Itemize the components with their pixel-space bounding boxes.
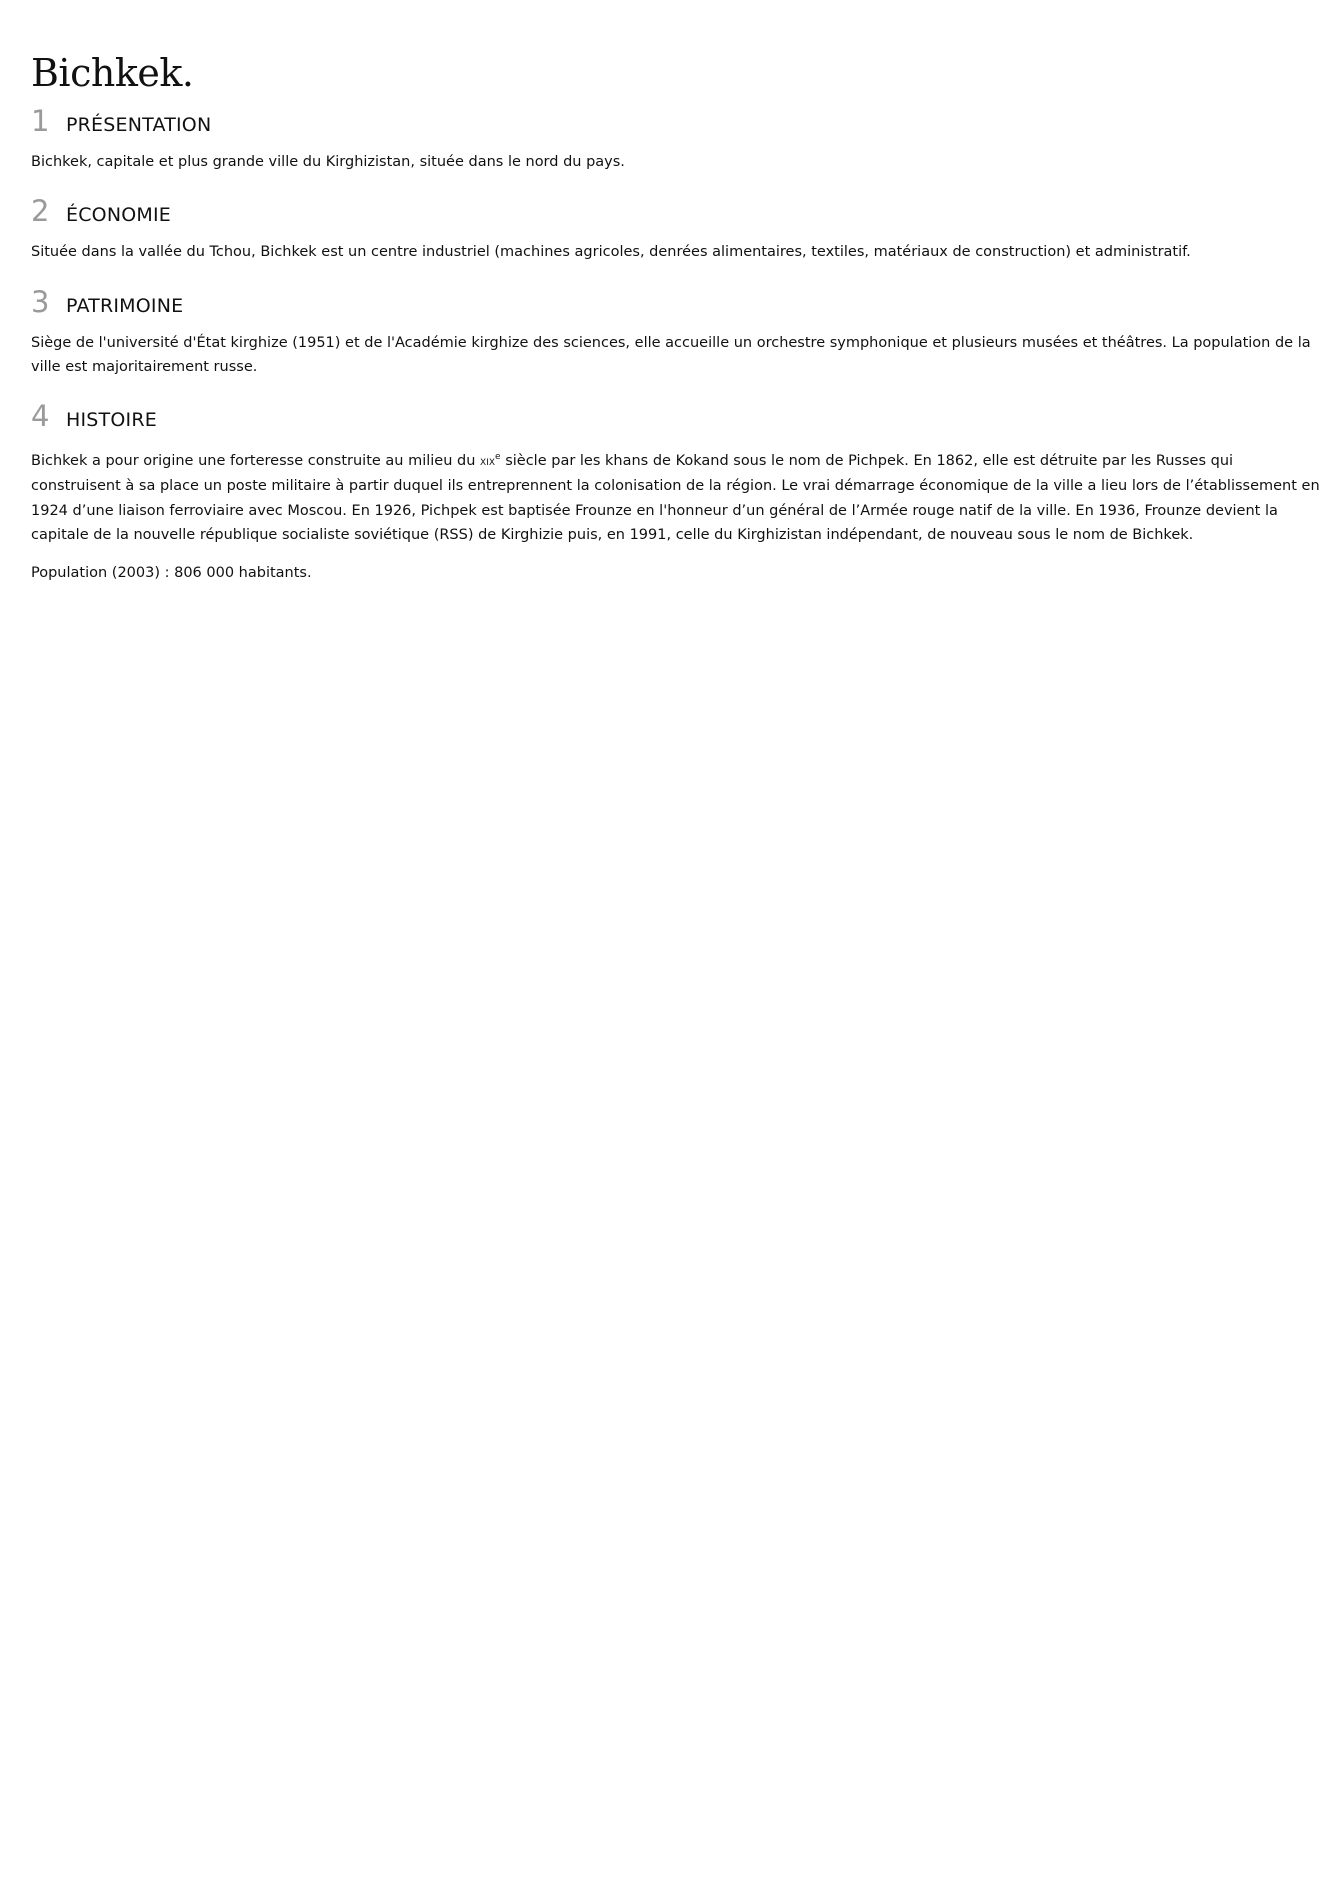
paragraph: Située dans la vallée du Tchou, Bichkek est un centre industriel (machines agricoles, denrées alimentaires, textiles, matériaux de construction) et administratif. [31, 244, 1191, 261]
section-heading [31, 399, 1321, 433]
section-title: HISTOIRE [66, 409, 157, 432]
paragraph-text: siècle par les khans de Kokand sous le nom de Pichpek. En 1862, elle est détruite par les Russes qui construisent à sa place un poste militaire à partir duquel ils entreprennent la colonisation de la région. Le vrai démarrage économique de la ville a lieu lors de l’établissement en 1924 d’une liaison ferroviaire avec Moscou. En 1926, Pichpek est baptisée Frounze en l'honneur d’un général de l’Armée rouge natif de la ville. En 1936, Frounze devient la capitale de la nouvelle république socialiste soviétique (RSS) de Kirghizie puis, en 1991, celle du Kirghizistan indépendant, de nouveau sous le nom de Bichkek. [31, 453, 1320, 543]
paragraph: Siège de l'université d'État kirghize (1951) et de l'Académie kirghize des sciences, elle accueille un orchestre symphonique et plusieurs musées et théâtres. La population de la ville est majoritairement russe. [31, 334, 1311, 375]
section-number: 1 [31, 104, 50, 138]
section-economie [31, 194, 1321, 264]
document-page [31, 48, 1321, 586]
paragraph-text: Bichkek a pour origine une forteresse construite au milieu du [31, 453, 481, 470]
section-title: PATRIMOINE [66, 294, 184, 317]
section-heading [31, 194, 1321, 228]
section-number: 2 [31, 194, 50, 229]
paragraph [31, 445, 1321, 547]
section-presentation [31, 104, 1321, 174]
section-heading [31, 104, 1321, 138]
section-number: 3 [31, 284, 50, 319]
section-heading [31, 285, 1321, 319]
page-title: Bichkek. [31, 51, 194, 95]
section-patrimoine [31, 285, 1321, 380]
century-numeral: xix [480, 454, 496, 470]
section-histoire [31, 399, 1321, 585]
section-title: PRÉSENTATION [66, 114, 212, 136]
section-number: 4 [31, 399, 50, 434]
century-superscript: e [495, 452, 501, 463]
paragraph: Bichkek, capitale et plus grande ville du Kirghizistan, située dans le nord du pays. [31, 154, 625, 170]
section-title: ÉCONOMIE [66, 204, 171, 227]
population-paragraph: Population (2003) : 806 000 habitants. [31, 565, 312, 582]
